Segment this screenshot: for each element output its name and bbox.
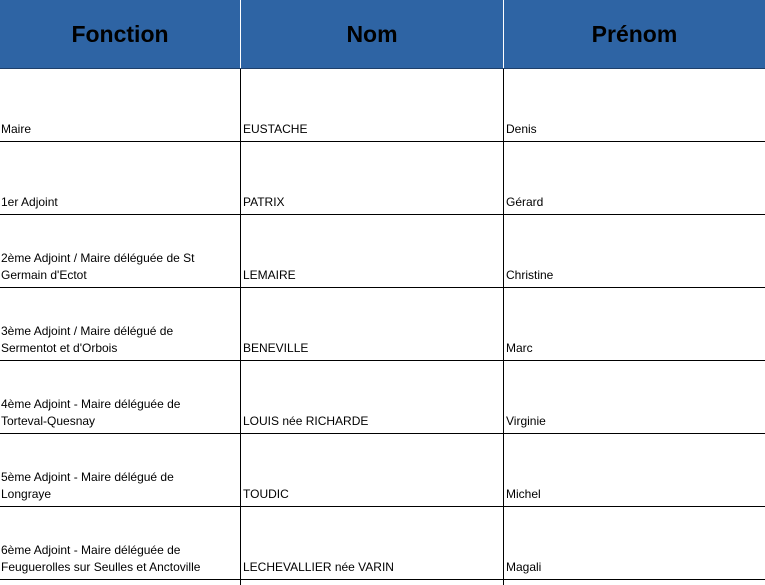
nom-text: PATRIX <box>243 195 285 209</box>
prenom-text: Magali <box>506 560 542 574</box>
header-prenom[interactable]: Prénom <box>591 20 678 47</box>
cell-prenom[interactable] <box>504 507 765 579</box>
table-row <box>0 215 765 288</box>
table-row <box>0 288 765 361</box>
prenom-text: Denis <box>506 122 537 136</box>
next-row-partial <box>0 580 765 585</box>
cell-fonction[interactable] <box>0 69 241 141</box>
table-header-row <box>0 0 765 69</box>
table-row <box>0 361 765 434</box>
fonction-text: Maire <box>1 122 32 136</box>
cell-prenom[interactable] <box>504 215 765 287</box>
cell-nom[interactable] <box>241 215 504 287</box>
nom-text: BENEVILLE <box>243 341 309 355</box>
prenom-text: Christine <box>506 268 554 282</box>
cell-nom[interactable] <box>241 434 504 506</box>
cell-prenom[interactable] <box>504 142 765 214</box>
cell-fonction[interactable] <box>0 434 241 506</box>
cell-prenom[interactable] <box>504 434 765 506</box>
cell-fonction[interactable] <box>0 142 241 214</box>
cell-nom[interactable] <box>241 142 504 214</box>
prenom-text: Michel <box>506 487 541 501</box>
fonction-text: 2ème Adjoint / Maire déléguée de St Germain d'Ectot <box>1 251 195 282</box>
table-row <box>0 434 765 507</box>
cell-nom[interactable] <box>241 288 504 360</box>
prenom-text: Gérard <box>506 195 544 209</box>
table-row <box>0 507 765 580</box>
cell-prenom[interactable] <box>504 288 765 360</box>
cell-nom[interactable] <box>241 361 504 433</box>
cell-fonction[interactable] <box>0 215 241 287</box>
prenom-text: Marc <box>506 341 533 355</box>
prenom-text: Virginie <box>506 414 546 428</box>
cell-nom[interactable] <box>241 507 504 579</box>
nom-text: LOUIS née RICHARDE <box>243 414 369 428</box>
table-row <box>0 142 765 215</box>
fonction-text: 4ème Adjoint - Maire déléguée de Torteval-Quesnay <box>1 397 181 428</box>
header-nom[interactable]: Nom <box>241 0 504 68</box>
fonction-text: 5ème Adjoint - Maire délégué de Longraye <box>1 470 174 501</box>
nom-text: TOUDIC <box>243 487 289 501</box>
table-row <box>0 69 765 142</box>
fonction-text: 3ème Adjoint / Maire délégué de Sermentot et d'Orbois <box>1 324 174 355</box>
fonction-text: 6ème Adjoint - Maire déléguée de Feuguerolles sur Seulles et Anctoville <box>1 543 201 574</box>
next-row-cell <box>0 580 241 585</box>
cell-fonction[interactable] <box>0 288 241 360</box>
cell-prenom[interactable] <box>504 69 765 141</box>
nom-text: LEMAIRE <box>243 268 296 282</box>
next-row-cell <box>504 580 765 585</box>
cell-nom[interactable] <box>241 69 504 141</box>
fonction-text: 1er Adjoint <box>1 195 58 209</box>
nom-text: LECHEVALLIER née VARIN <box>243 560 394 574</box>
header-fonction[interactable]: Fonction <box>0 0 241 68</box>
cell-fonction[interactable] <box>0 507 241 579</box>
cell-fonction[interactable] <box>0 361 241 433</box>
nom-text: EUSTACHE <box>243 122 308 136</box>
cell-prenom[interactable] <box>504 361 765 433</box>
next-row-cell <box>241 580 504 585</box>
